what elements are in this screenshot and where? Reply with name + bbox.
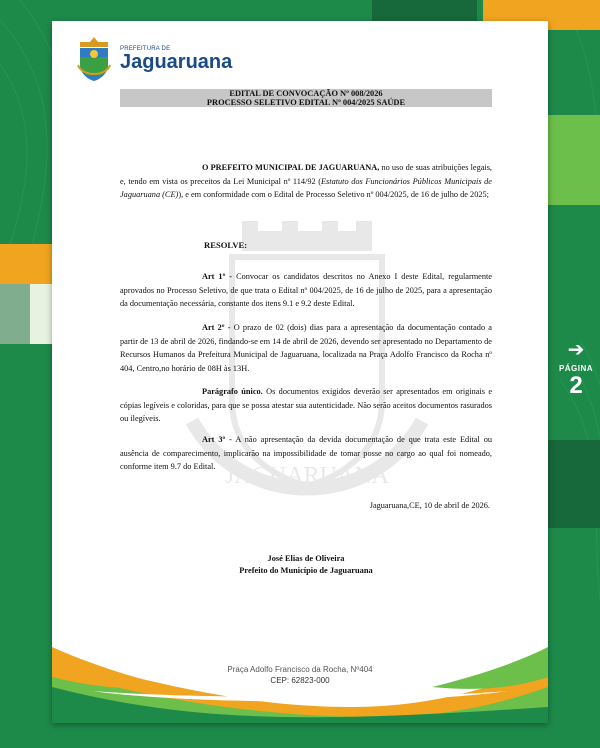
article-2	[120, 321, 492, 375]
deco-orange-left	[0, 244, 52, 284]
footer-cep: CEP: 62823-000	[270, 676, 330, 685]
resolve-heading: RESOLVE:	[204, 240, 248, 250]
footer-address: Praça Adolfo Francisco da Rocha, Nº404	[227, 665, 373, 674]
paragraph-unico-text: Os documentos exigidos deverão ser apresentados em originais e cópias legíveis e coloridas, para que se possa atestar sua autenticidade. Não serão aceitos documentos rasurados ou ilegíveis.	[120, 387, 492, 423]
municipal-crest-icon	[74, 35, 114, 83]
article-3-label: Art 3º -	[202, 435, 232, 444]
deco-dark-green-left	[0, 284, 30, 344]
signature-block	[120, 553, 492, 577]
brand-prefix: PREFEITURA DE	[120, 46, 171, 52]
brand-block	[120, 46, 232, 72]
article-2-text: O prazo de 02 (dois) dias para a apresentação da documentação contado a partir de 13 de abril de 2026, findando-se em 14 de abril de 2026, devendo ser apresentado no Departamento de Recursos Humanos da Prefeitura Municipal de Jaguaruana, localizada na Praça Adolfo Francisco da Rocha nº 404, Centro,no horário de 08H às 13H.	[120, 323, 492, 373]
article-2-label: Art 2º -	[202, 323, 231, 332]
signature-name: José Elias de Oliveira	[267, 554, 345, 563]
brand-name: Jaguaruana	[120, 51, 233, 73]
deco-dark-green-right	[548, 440, 600, 528]
signature-role: Prefeito do Município de Jaguaruana	[239, 566, 373, 575]
paragraph-unico-label: Parágrafo único.	[202, 387, 263, 396]
article-1	[120, 270, 492, 311]
page-label: PÁGINA	[558, 364, 594, 373]
header-logo	[74, 35, 232, 83]
title-line-1: EDITAL DE CONVOCAÇÃO Nº 008/2026	[229, 89, 383, 98]
arrow-right-icon: ➔	[567, 339, 585, 361]
city-date: Jaguaruana,CE, 10 de abril de 2026.	[369, 501, 490, 510]
deco-light-green-right	[548, 115, 600, 205]
page-indicator	[552, 340, 600, 399]
watermark-text: JAGUARUANA	[224, 463, 390, 489]
article-1-label: Art 1º -	[202, 272, 233, 281]
deco-dark-green-top	[372, 0, 477, 22]
intro-text-1: no uso de suas atribuições legais, e, tendo em vista os preceitos da Lei Municipal nº 114/92 (	[120, 163, 493, 186]
paragraph-unico	[120, 385, 492, 426]
title-band	[120, 89, 492, 107]
article-3-text: A não apresentação da devida documentação de que trata este Edital ou ausência de comparecimento, implicarão na impossibilidade de tomar posse no cargo ao qual foi nomeado, conforme item 9.7 do Edital.	[120, 435, 492, 471]
intro-text-2: ), e em conformidade com o Edital de Processo Seletivo nº 004/2025, de 16 de julho de 2025;	[178, 190, 489, 199]
intro-lead: O PREFEITO MUNICIPAL DE JAGUARUANA,	[202, 163, 380, 172]
page-number: 2	[569, 372, 583, 399]
title-line-2: PROCESSO SELETIVO EDITAL Nº 004/2025 SAÚDE	[206, 98, 406, 107]
intro-paragraph	[120, 161, 492, 202]
footer-address-block	[52, 664, 548, 686]
document-page	[52, 21, 548, 723]
intro-italic: Estatuto dos Funcionários Públicos Municipais de Jaguaruana (CE)	[120, 176, 492, 199]
article-3	[120, 433, 492, 474]
article-1-text: Convocar os candidatos descritos no Anexo I deste Edital, regularmente aprovados no Processo Seletivo, de que trata o Edital nº 004/2025, de 16 de julho de 2025, para a apresentação da documentação necessária, constante dos itens 9.1 e 9.2 deste Edital.	[120, 272, 492, 308]
